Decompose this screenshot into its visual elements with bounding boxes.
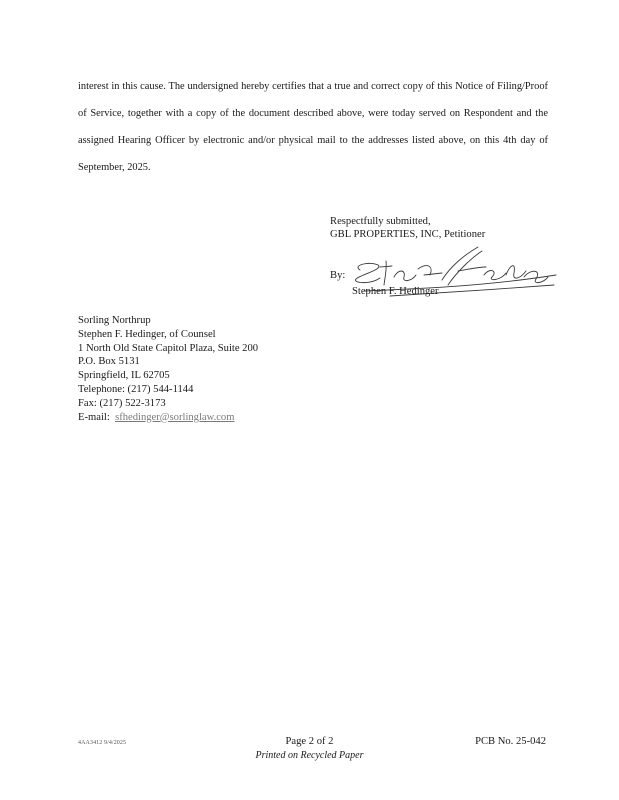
- closing-line: Respectfully submitted,: [330, 216, 431, 227]
- by-label: By:: [330, 270, 346, 281]
- email-line: [78, 411, 258, 425]
- case-number: PCB No. 25-042: [475, 736, 546, 747]
- certification-paragraph: interest in this cause. The undersigned hereby certifies that a true and correct copy of this Notice of Filing/Proof of Service, together with a copy of the document described above, were today served on Respondent and the assigned Hearing Officer by electronic and/or physical mail to the addresses listed above, on this 4th day of September, 2025.: [78, 81, 548, 173]
- firm-name: Sorling Northrup: [78, 315, 151, 326]
- email-label: E-mail:: [78, 411, 110, 423]
- party-line: GBL PROPERTIES, INC, Petitioner: [330, 229, 486, 240]
- email-link[interactable]: sfhedinger@sorlinglaw.com: [115, 411, 235, 423]
- city-line: Springfield, IL 62705: [78, 370, 170, 382]
- address-line-2: P.O. Box 5131: [78, 356, 140, 368]
- fax-line: Fax: (217) 522-3173: [78, 397, 166, 409]
- document-code: 4AA3412 9/4/2025: [78, 740, 127, 746]
- recycled-paper-note: Printed on Recycled Paper: [255, 750, 364, 761]
- address-line-1: 1 North Old State Capitol Plaza, Suite 200: [78, 342, 259, 354]
- attorney-name: Stephen F. Hedinger, of Counsel: [78, 328, 216, 340]
- signer-name: Stephen F. Hedinger: [352, 286, 439, 297]
- signature-block: [330, 215, 570, 241]
- page-number: Page 2 of 2: [285, 736, 334, 747]
- telephone-line: Telephone: (217) 544-1144: [78, 383, 194, 395]
- counsel-block: [78, 314, 258, 424]
